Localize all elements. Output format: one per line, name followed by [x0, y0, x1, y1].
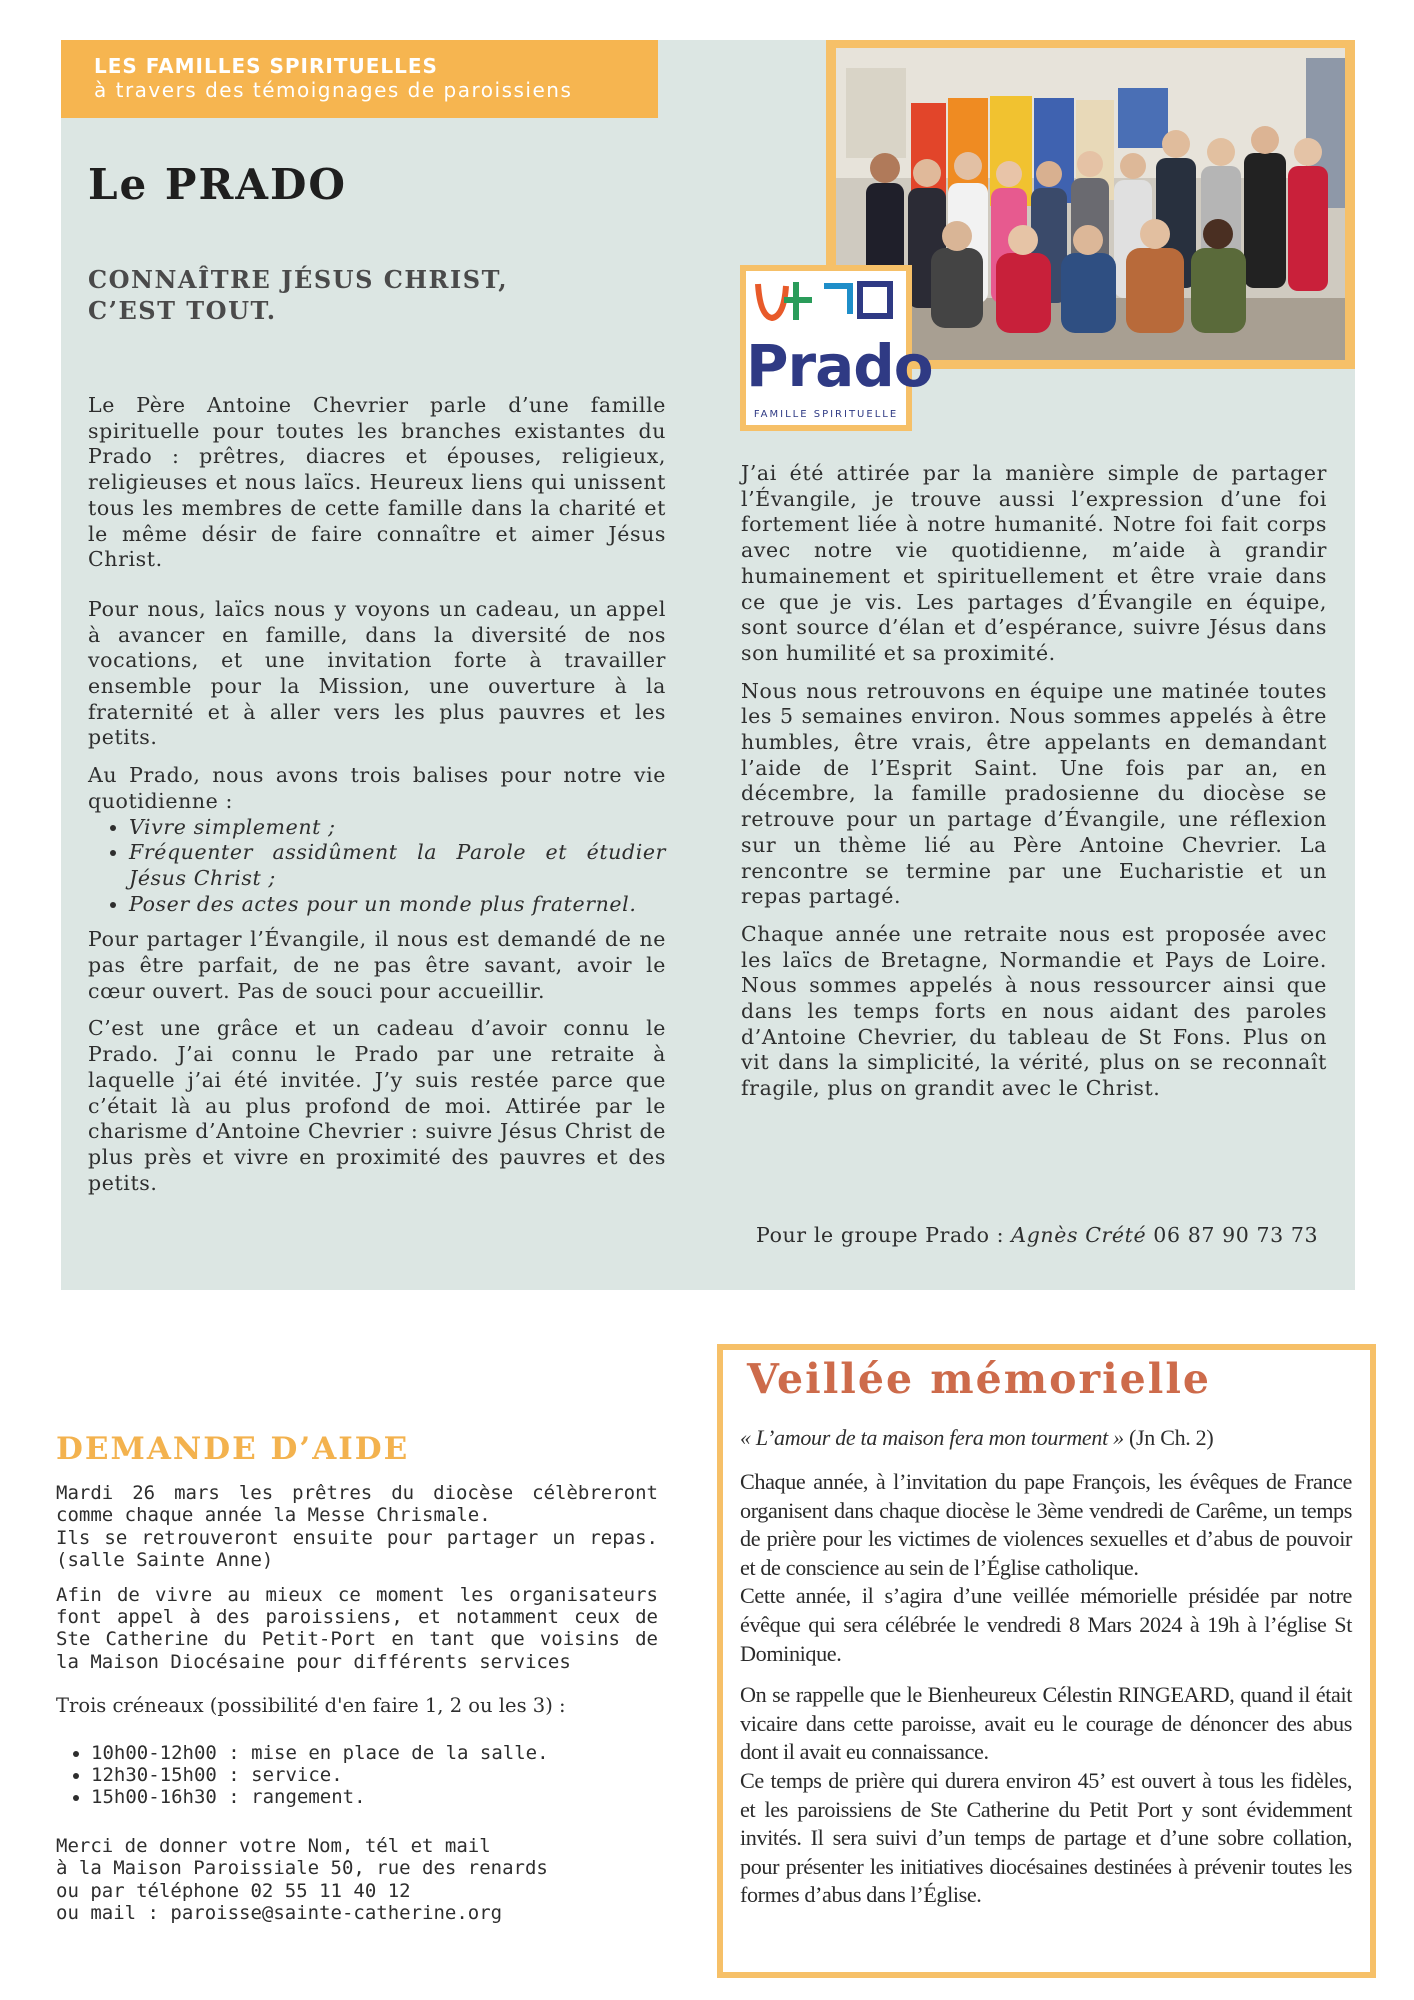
group-photo — [836, 48, 1345, 360]
paragraph: Le Père Antoine Chevrier parle d’une famille spirituelle pour toutes les branches existantes du Prado : prêtres, diacres et épouses, religieux, religieuses et nous laïcs. Heureux liens qui unissent tous les membres de cette famille dans la charité et le même désir de faire connaître et aimer Jésus Christ. — [88, 393, 666, 572]
paragraph: C’est une grâce et un cadeau d’avoir connu le Prado. J’ai connu le Prado par une retraite à laquelle j’ai été invitée. J’y suis restée parce que c’était là au plus profond de moi. Attirée par le charisme d’Antoine Chevrier : suivre Jésus Christ de plus près et vivre en proximité des pauvres et des petits. — [88, 1016, 666, 1195]
paragraph: J’ai été attirée par la manière simple de partager l’Évangile, je trouve aussi l’expression d’une foi fortement liée à notre humanité. Notre foi fait corps avec notre vie quotidienne, m’aide à grandir humainement et spirituellement et être vraie dans ce que je vis. Les partages d’Évangile en équipe, sont source d’élan et d’espérance, suivre Jésus dans son humilité et sa proximité. — [741, 461, 1327, 665]
prado-logo-word: Prado — [746, 332, 933, 400]
contact-line: ou par téléphone 02 55 11 40 12 — [56, 1879, 411, 1902]
aide-title: DEMANDE D’AIDE — [56, 1431, 410, 1467]
signature-phone: 06 87 90 73 73 — [1146, 1223, 1319, 1247]
signature — [756, 1223, 1318, 1247]
aide-body — [56, 1482, 658, 1925]
prado-logo-tagline: FAMILLE SPIRITUELLE — [753, 409, 899, 420]
paragraph: Ils se retrouveront ensuite pour partager un repas. (salle Sainte Anne) — [56, 1526, 658, 1572]
prado-right-column — [741, 461, 1327, 1114]
paragraph: On se rappelle que le Bienheureux Célestin RINGEARD, quand il était vicaire dans cette paroisse, avait eu le courage de dénoncer des abus dont il avait eu connaissance. — [740, 1682, 1352, 1765]
list-item: • Poser des actes pour un monde plus fraternel. — [129, 892, 666, 918]
paragraph: Chaque année, à l’invitation du pape François, les évêques de France organisent dans chaque diocèse le 3ème vendredi de Carême, un temps de prière pour les victimes de violences sexuelles et d’abus de pouvoir et de conscience au sein de l’Église catholique. — [740, 1469, 1352, 1580]
contact-line: à la Maison Paroissiale 50, rue des renards — [56, 1857, 548, 1880]
list-item: • Vivre simplement ; — [129, 815, 666, 841]
list-item: • 10h00-12h00 : mise en place de la salle. — [91, 1742, 658, 1764]
signature-name: Agnès Crété — [1011, 1223, 1147, 1247]
list-item: • Fréquenter assidûment la Parole et étudier Jésus Christ ; — [129, 840, 666, 891]
article-subtitle — [88, 264, 608, 326]
veillee-body — [740, 1468, 1352, 1923]
quote-text: « L’amour de ta maison fera mon tourment » — [740, 1425, 1124, 1450]
balises-list — [88, 815, 666, 918]
subtitle-line-1: CONNAÎTRE JÉSUS CHRIST, — [88, 265, 509, 294]
paragraph: Cette année, il s’agira d’une veillée mémorielle présidée par notre évêque qui sera célébrée le vendredi 8 Mars 2024 à 19h à l’église St Dominique. — [740, 1583, 1352, 1666]
prado-left-column — [88, 393, 666, 1208]
paragraph: Pour nous, laïcs nous y voyons un cadeau, un appel à avancer en famille, dans la diversité de nos vocations, et une invitation forte à travailler ensemble pour la Mission, une ouverture à la fraternité et à aller vers les plus pauvres et les petits. — [88, 596, 666, 750]
prado-logo-mark — [750, 276, 902, 334]
paragraph: Mardi 26 mars les prêtres du diocèse célèbreront comme chaque année la Messe Chrismale. — [56, 1482, 658, 1527]
list-item: • 15h00-16h30 : rangement. — [91, 1786, 658, 1808]
paragraph: Afin de vivre au mieux ce moment les organisateurs font appel à des paroissiens, et notamment ceux de Ste Catherine du Petit-Port en tant que voisins de la Maison Diocésaine pour différents services — [56, 1583, 658, 1673]
subtitle-line-2: C’EST TOUT. — [88, 296, 277, 325]
quote-reference: (Jn Ch. 2) — [1123, 1425, 1214, 1450]
paragraph: Ce temps de prière qui durera environ 45’ est ouvert à tous les fidèles, et les paroissiens de Ste Catherine du Petit Port y sont évidemment invités. Il sera suivi d’un temps de partage et d’une sobre collation, pour présenter les initiatives diocésaines destinées à prévenir toutes les formes d’abus dans l’Église. — [740, 1767, 1352, 1908]
contact-line: ou mail : paroisse@sainte-catherine.org — [56, 1902, 503, 1925]
veillee-quote — [740, 1425, 1360, 1451]
paragraph: Nous nous retrouvons en équipe une matinée toutes les 5 semaines environ. Nous sommes appelés à être humbles, être vrais, être appelants en demandant l’aide de l’Esprit Saint. Une fois par an, en décembre, la famille pradosienne du diocèse se retrouve pour un partage d’Évangile, une réflexion sur un thème lié au Père Antoine Chevrier. La rencontre se termine par une Eucharistie et un repas partagé. — [741, 678, 1327, 909]
list-item: • 12h30-15h00 : service. — [91, 1764, 658, 1786]
banner-subtitle: à travers des témoignages de paroissiens — [94, 78, 573, 102]
banner-title: LES FAMILLES SPIRITUELLES — [94, 54, 438, 78]
paragraph: Trois créneaux (possibilité d'en faire 1, 2 ou les 3) : — [56, 1694, 566, 1718]
paragraph: Pour partager l’Évangile, il nous est demandé de ne pas être parfait, de ne pas être savant, avoir le cœur ouvert. Pas de souci pour accueillir. — [88, 927, 666, 1003]
contact-line: Merci de donner votre Nom, tél et mail — [56, 1834, 491, 1857]
contact-block — [56, 1835, 658, 1925]
article-title: Le PRADO — [88, 160, 347, 209]
slots-list — [56, 1742, 658, 1809]
paragraph: Au Prado, nous avons trois balises pour notre vie quotidienne : — [88, 763, 666, 813]
paragraph: Chaque année une retraite nous est proposée avec les laïcs de Bretagne, Normandie et Pays de Loire. Nous sommes appelés à nous ressourcer ainsi que dans les temps forts en nous aidant des paroles d’Antoine Chevrier, du tableau de St Fons. Plus on vit dans la simplicité, la vérité, plus on se reconnaît fragile, plus on grandit avec le Christ. — [741, 921, 1327, 1101]
veillee-title: Veillée mémorielle — [747, 1355, 1211, 1403]
signature-lead: Pour le groupe Prado : — [756, 1223, 1012, 1247]
series-banner — [61, 40, 658, 118]
